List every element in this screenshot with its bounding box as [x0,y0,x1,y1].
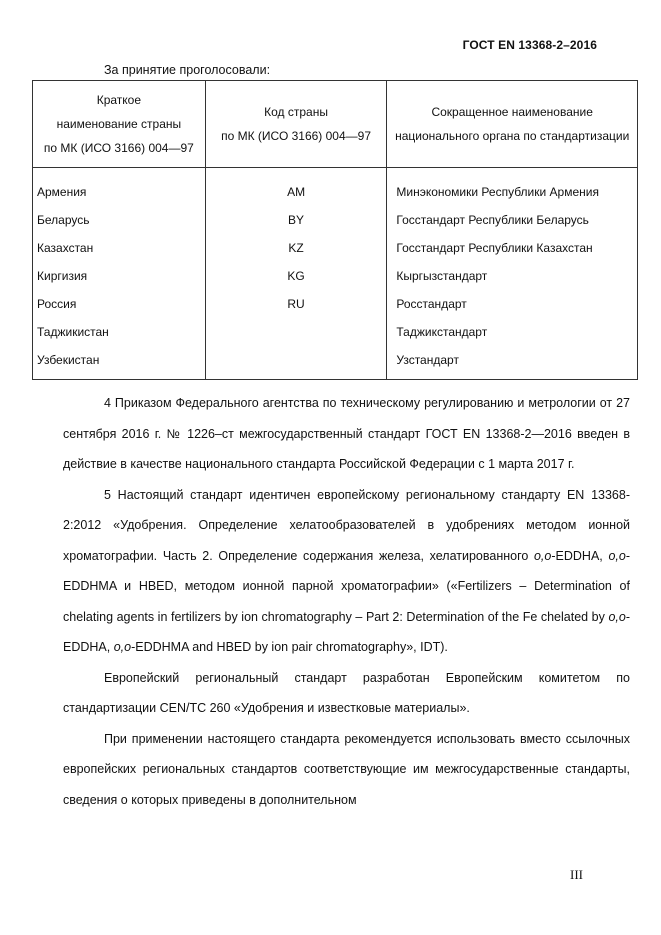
national-body: Минэкономики Республики Армения [387,168,638,207]
country-code [205,318,387,346]
national-body: Росстандарт [387,290,638,318]
header-country-name: Краткое наименование страны по МК (ИСО 3166) 004—97 [33,81,206,168]
document-id: ГОСТ EN 13368-2–2016 [462,38,597,52]
country-code: KG [205,262,387,290]
voted-label: За принятие проголосовали: [104,63,271,77]
header-country-code: Код страны по МК (ИСО 3166) 004—97 [205,81,387,168]
table-row [33,234,638,262]
table-row [33,318,638,346]
country-name: Казахстан [33,234,206,262]
country-code: AM [205,168,387,207]
header-national-body: Сокращенное наименование национального органа по стандартизации [387,81,638,168]
national-body: Узстандарт [387,346,638,380]
table-row [33,346,638,380]
country-code: BY [205,206,387,234]
country-name: Киргизия [33,262,206,290]
national-body: Кыргызстандарт [387,262,638,290]
paragraph-4: 4 Приказом Федерального агентства по техническому регулированию и метрологии от 27 сентября 2016 г. № 1226–ст межгосударственный стандарт ГОСТ EN 13368-2—2016 введен в действие в качестве национального стандарта Российской Федерации с 1 марта 2017 г. [63,396,630,471]
national-body: Госстандарт Республики Беларусь [387,206,638,234]
paragraph-6: Европейский региональный стандарт разработан Европейским комитетом по стандартизации CEN/TC 260 «Удобрения и известковые материалы». [63,670,630,715]
country-name: Таджикистан [33,318,206,346]
country-name: Беларусь [33,206,206,234]
table-row [33,206,638,234]
table-row [33,290,638,318]
body-text [63,388,630,815]
country-name: Узбекистан [33,346,206,380]
national-body: Госстандарт Республики Казахстан [387,234,638,262]
paragraph-5: 5 Настоящий стандарт идентичен европейскому региональному стандарту EN 13368-2:2012 «Удобрения. Определение хелатообразователей в удобрениях методом ионной хроматографии. Часть 2. Определение содержания железа, хелатированного o,o-EDDHA, o,o-EDDHMA и HBED, методом ионной парной хроматографии» («Fertilizers – Determination of chelating agents in fertilizers by ion chromatography – Part 2: Determination of the Fe chelated by o,o- EDDHA, o,o-EDDHMA and HBED by ion pair chromatography», IDT). [63,487,630,654]
country-code: KZ [205,234,387,262]
country-code [205,346,387,380]
page-number: III [570,867,583,882]
national-body: Таджикстандарт [387,318,638,346]
paragraph-7: При применении настоящего стандарта рекомендуется использовать вместо ссылочных европейских региональных стандартов соответствующие им межгосударственные стандарты, сведения о которых приведены в дополнительном [63,731,630,807]
countries-table [32,80,638,380]
table-header-row [33,81,638,168]
country-code: RU [205,290,387,318]
country-name: Армения [33,168,206,207]
table-row [33,262,638,290]
table-row [33,168,638,207]
country-name: Россия [33,290,206,318]
